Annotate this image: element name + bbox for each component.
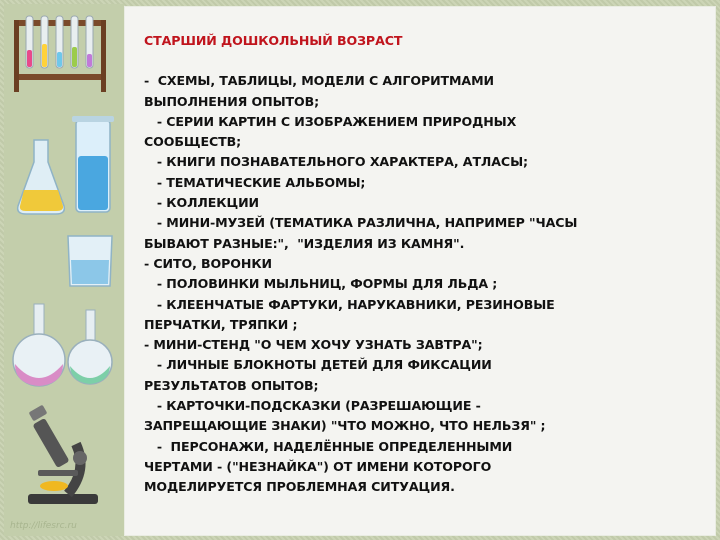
- text-line: - КНИГИ ПОЗНАВАТЕЛЬНОГО ХАРАКТЕРА, АТЛАСЫ;: [144, 154, 528, 170]
- text-line: - КЛЕЕНЧАТЫЕ ФАРТУКИ, НАРУКАВНИКИ, РЕЗИНОВЫЕ: [144, 296, 555, 312]
- text-line: ЧЕРТАМИ - ("НЕЗНАЙКА") ОТ ИМЕНИ КОТОРОГО: [144, 458, 492, 474]
- text-line: - МИНИ-МУЗЕЙ (ТЕМАТИКА РАЗЛИЧНА, НАПРИМЕР "ЧАСЫ: [144, 215, 578, 231]
- beaker-icon: [60, 230, 120, 290]
- text-line: - КАРТОЧКИ-ПОДСКАЗКИ (РАЗРЕШАЮЩИЕ -: [144, 398, 481, 414]
- slide-title: СТАРШИЙ ДОШКОЛЬНЫЙ ВОЗРАСТ: [144, 33, 403, 48]
- text-line: - ЛИЧНЫЕ БЛОКНОТЫ ДЕТЕЙ ДЛЯ ФИКСАЦИИ: [144, 357, 492, 373]
- round-flask-icon: [6, 300, 122, 390]
- text-line: - МИНИ-СТЕНД "О ЧЕМ ХОЧУ УЗНАТЬ ЗАВТРА";: [144, 337, 483, 353]
- text-line: РЕЗУЛЬТАТОВ ОПЫТОВ;: [144, 377, 319, 393]
- text-line: - КОЛЛЕКЦИИ: [144, 195, 259, 211]
- text-line: - ПЕРСОНАЖИ, НАДЕЛЁННЫЕ ОПРЕДЕЛЕННЫМИ: [144, 438, 513, 454]
- text-line: ЗАПРЕЩАЮЩИЕ ЗНАКИ) "ЧТО МОЖНО, ЧТО НЕЛЬЗЯ" ;: [144, 418, 546, 434]
- watermark-text: http://lifesrc.ru: [10, 521, 77, 531]
- text-line: ПЕРЧАТКИ, ТРЯПКИ ;: [144, 316, 298, 332]
- text-line: СООБЩЕСТВ;: [144, 134, 242, 150]
- flask-icon: [14, 110, 124, 220]
- text-line: - СИТО, ВОРОНКИ: [144, 255, 272, 271]
- text-line: - ПОЛОВИНКИ МЫЛЬНИЦ, ФОРМЫ ДЛЯ ЛЬДА ;: [144, 276, 498, 292]
- text-line: - СХЕМЫ, ТАБЛИЦЫ, МОДЕЛИ С АЛГОРИТМАМИ: [144, 73, 494, 89]
- slide-content: [144, 31, 704, 498]
- text-line: МОДЕЛИРУЕТСЯ ПРОБЛЕМНАЯ СИТУАЦИЯ.: [144, 479, 455, 495]
- test-tube-rack-icon: [12, 14, 112, 94]
- text-line: - СЕРИИ КАРТИН С ИЗОБРАЖЕНИЕМ ПРИРОДНЫХ: [144, 113, 517, 129]
- text-line: - ТЕМАТИЧЕСКИЕ АЛЬБОМЫ;: [144, 174, 366, 190]
- microscope-icon: [18, 400, 114, 510]
- text-line: ВЫПОЛНЕНИЯ ОПЫТОВ;: [144, 93, 320, 109]
- text-line: БЫВАЮТ РАЗНЫЕ:", "ИЗДЕЛИЯ ИЗ КАМНЯ".: [144, 235, 465, 251]
